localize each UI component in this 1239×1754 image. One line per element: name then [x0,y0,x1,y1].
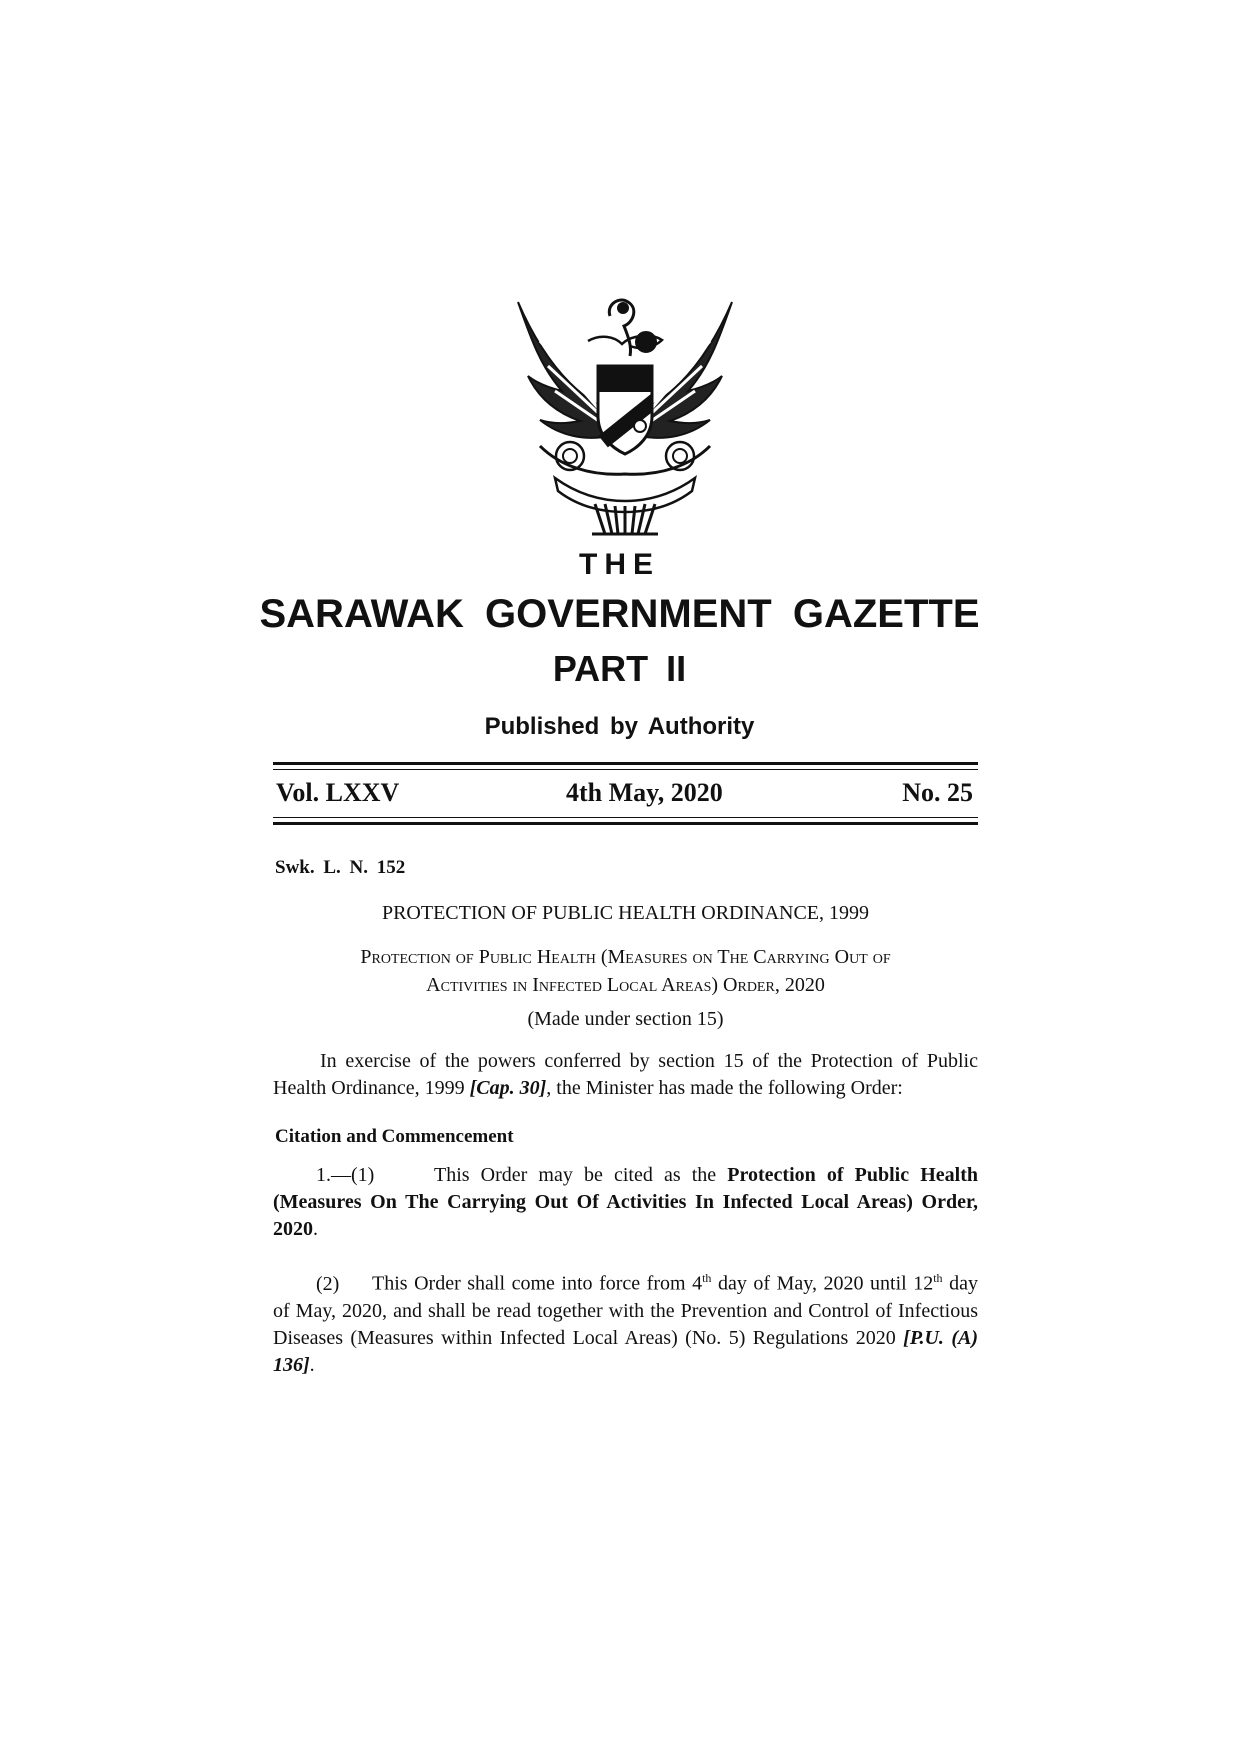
made-under: (Made under section 15) [527,1008,724,1030]
ordinance-title: PROTECTION OF PUBLIC HEALTH ORDINANCE, 1999 [381,902,870,924]
clause-1-number: 1.—(1) [316,1164,375,1186]
sarawak-coat-of-arms-icon [510,296,740,536]
clause-1-order-name: Protection of Public Health (Measures On The Carrying Out Of Activities In Infected Local Areas) Order, 2020 [273,1164,979,1240]
volume-number: Vol. LXXV [276,778,400,807]
clause-1-paragraph [273,1162,978,1243]
clause-2-citation: [P.U. (A) 136] [273,1326,978,1376]
preamble-text-b: , the Minister has made the following Order: [546,1077,903,1099]
published-by-authority: Published by Authority [484,713,755,740]
clause-2-number: (2) [316,1272,340,1295]
clause-1-end: . [313,1218,318,1240]
order-title [273,943,978,999]
clause-2-sup-1: th [702,1271,712,1285]
issue-info-row [276,778,973,812]
preamble-paragraph [273,1048,978,1102]
issue-number: No. 25 [902,778,973,807]
section-heading: Citation and Commencement [275,1126,514,1147]
clause-1-text: This Order may be cited as the [434,1164,728,1186]
preamble-text-a: In exercise of the powers conferred by section 15 of the Protection of Public Health Ordinance, 1999 [273,1050,978,1099]
preamble-citation: [Cap. 30] [469,1077,547,1099]
legal-notice-number: Swk. L. N. 152 [275,857,406,878]
top-double-rule [273,762,978,770]
gazette-title: SARAWAK GOVERNMENT GAZETTE [259,592,980,636]
clause-2-sup-2: th [933,1271,943,1285]
clause-2-paragraph [273,1265,978,1379]
order-title-line1: Protection of Public Health (Measures on The Carrying Out of [360,946,891,968]
order-title-line2: Activities in Infected Local Areas) Order, 2020 [426,974,825,996]
bottom-double-rule [273,817,978,825]
gazette-part: PART II [552,648,687,689]
masthead-the: THE [579,548,660,581]
clause-2-text-c: day of May, 2020, and shall be read together with the Prevention and Control of Infectious Diseases (Measures within Infected Local Areas) (No. 5) Regulations 2020 [273,1272,978,1349]
clause-2-text-b: day of May, 2020 until 12 [711,1272,934,1295]
clause-2-text-a: This Order shall come into force from 4 [372,1272,703,1295]
issue-date: 4th May, 2020 [566,778,723,807]
clause-2-end: . [309,1353,315,1376]
